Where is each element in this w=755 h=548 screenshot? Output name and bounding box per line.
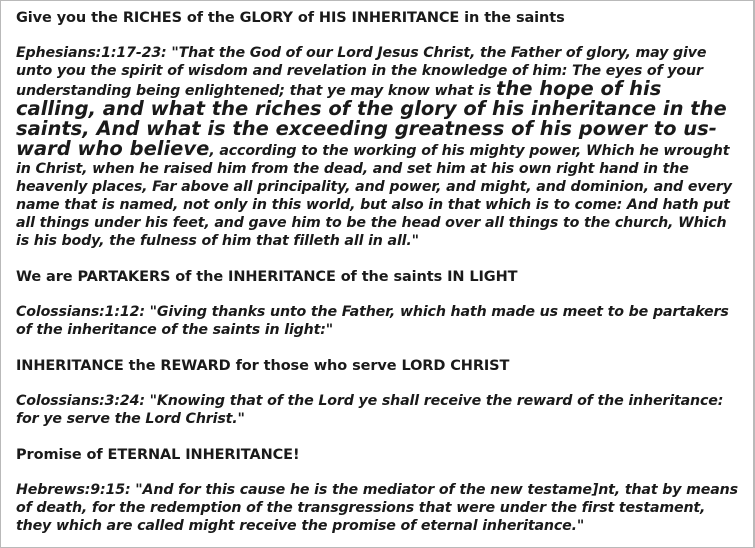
verse-colossians-1-12: Colossians:1:12: "Giving thanks unto the Father, which hath made us meet to be partakers of the inheritance of the saints in light:" xyxy=(16,304,729,338)
verse-colossians-3-24: Colossians:3:24: "Knowing that of the Lord ye shall receive the reward of the inheritance: for ye serve the Lord Christ." xyxy=(16,393,724,427)
verse-ephesians-emphasis: the hope of his calling, and what the riches of the glory of his inheritance in the saints, And what is the exceeding greatness of his power to us-ward who believe xyxy=(16,77,727,160)
verse-ephesians-intro: Ephesians:1:17-23: "That the God of our Lord Jesus Christ, the Father of glory, may give unto you the spirit of wisdom and revelation in the knowledge of him: The eyes of your understanding being enlightened; that ye may know what is xyxy=(16,45,707,99)
spacer xyxy=(16,428,744,446)
verse-ephesians xyxy=(16,44,744,250)
spacer xyxy=(16,250,744,268)
section-heading-eternal: Promise of ETERNAL INHERITANCE! xyxy=(16,447,300,463)
spacer xyxy=(16,339,744,357)
verse-ephesians-rest: , according to the working of his mighty power, Which he wrought in Christ, when he raised him from the dead, and set him at his own right hand in the heavenly places, Far above all principality, and power, and might, and dominion, and every name that is named, not only in this world, but also in that which is to come: And hath put all things under his feet, and gave him to be the head over all things to the church, Which is his body, the fulness of him that filleth all in all." xyxy=(16,143,732,249)
section-heading-reward: INHERITANCE the REWARD for those who serve LORD CHRIST xyxy=(16,358,510,374)
document-body xyxy=(16,9,744,535)
spacer xyxy=(16,286,744,303)
spacer xyxy=(16,464,744,481)
spacer xyxy=(16,27,744,44)
verse-hebrews-9-15: Hebrews:9:15: "And for this cause he is the mediator of the new testame]nt, that by means of death, for the redemption of the transgressions that were under the first testament, they which are called might receive the promise of eternal inheritance." xyxy=(16,482,738,534)
section-heading-riches: Give you the RICHES of the GLORY of HIS INHERITANCE in the saints xyxy=(16,10,565,26)
spacer xyxy=(16,375,744,392)
section-heading-partakers: We are PARTAKERS of the INHERITANCE of the saints IN LIGHT xyxy=(16,269,518,285)
